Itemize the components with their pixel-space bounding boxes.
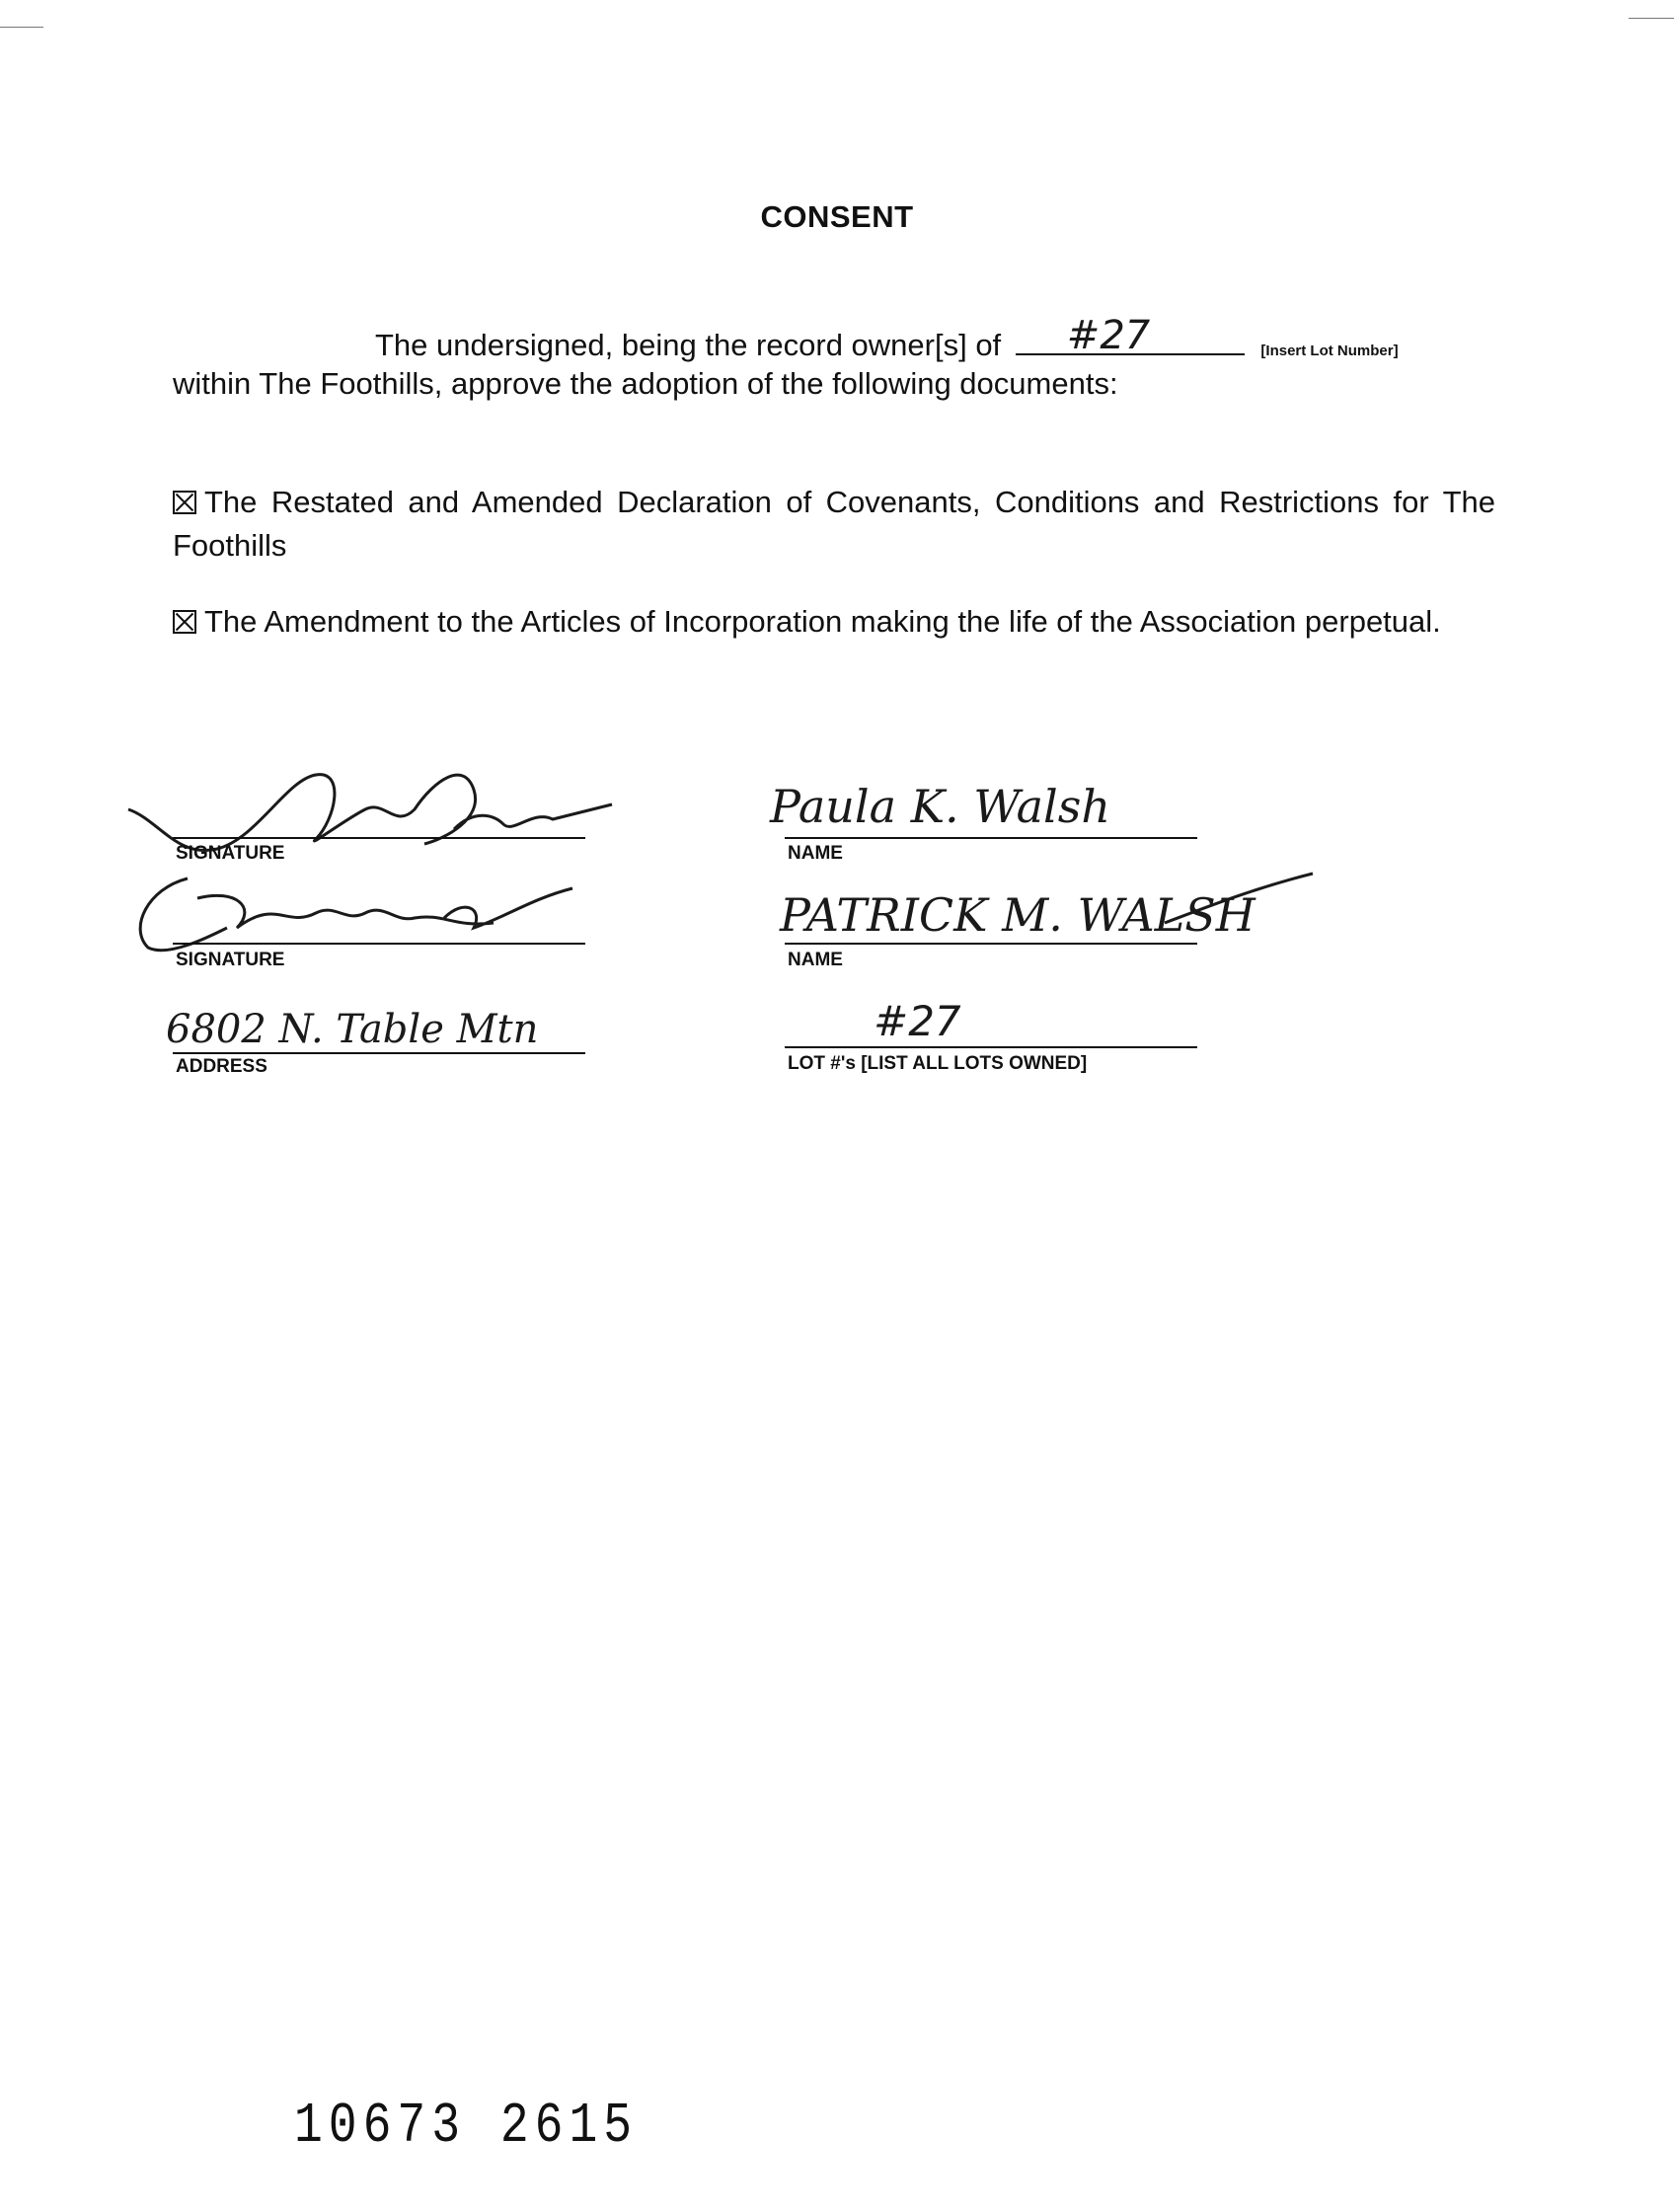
intro-lead: The undersigned, being the record owner[s] of <box>375 328 1002 362</box>
lots-handwritten: #27 <box>874 997 961 1045</box>
document-stamp-number: 10673 2615 <box>294 2095 639 2159</box>
signature-2-label: SIGNATURE <box>176 950 285 970</box>
signature-1-line[interactable] <box>173 837 585 839</box>
lots-line[interactable] <box>785 1046 1197 1048</box>
lots-label: LOT #'s [LIST ALL LOTS OWNED] <box>788 1053 1088 1074</box>
document-title: CONSENT <box>760 199 914 234</box>
checkbox-checked-icon[interactable] <box>173 610 196 634</box>
consent-item-1 <box>173 481 1495 568</box>
signature-2-line[interactable] <box>173 943 585 945</box>
name-2-handwritten: PATRICK M. WALSH <box>780 888 1256 942</box>
lot-number-handwritten: #27 <box>1066 313 1151 358</box>
lot-number-blank[interactable] <box>1016 313 1245 358</box>
checkbox-checked-icon[interactable] <box>173 491 196 514</box>
name-2-label: NAME <box>788 950 843 970</box>
signature-1-label: SIGNATURE <box>176 843 285 864</box>
scan-edge-mark-right <box>1629 18 1674 19</box>
address-label: ADDRESS <box>176 1056 267 1077</box>
address-line[interactable] <box>173 1052 585 1054</box>
name-1-line[interactable] <box>785 837 1197 839</box>
consent-item-2 <box>173 600 1495 644</box>
scan-edge-mark-left <box>0 27 43 28</box>
address-handwritten: 6802 N. Table Mtn <box>166 1007 539 1052</box>
name-1-label: NAME <box>788 843 843 864</box>
intro-continuation: within The Foothills, approve the adoption of the following documents: <box>173 366 1118 401</box>
name-2-flourish <box>1165 869 1323 928</box>
name-1-handwritten: Paula K. Walsh <box>770 780 1110 833</box>
consent-item-2-text: The Amendment to the Articles of Incorporation making the life of the Association perpetual. <box>204 604 1441 639</box>
consent-item-1-text: The Restated and Amended Declaration of Covenants, Conditions and Restrictions for The Foothills <box>173 485 1495 563</box>
insert-lot-hint: [Insert Lot Number] <box>1260 343 1399 359</box>
name-2-line[interactable] <box>785 943 1197 945</box>
